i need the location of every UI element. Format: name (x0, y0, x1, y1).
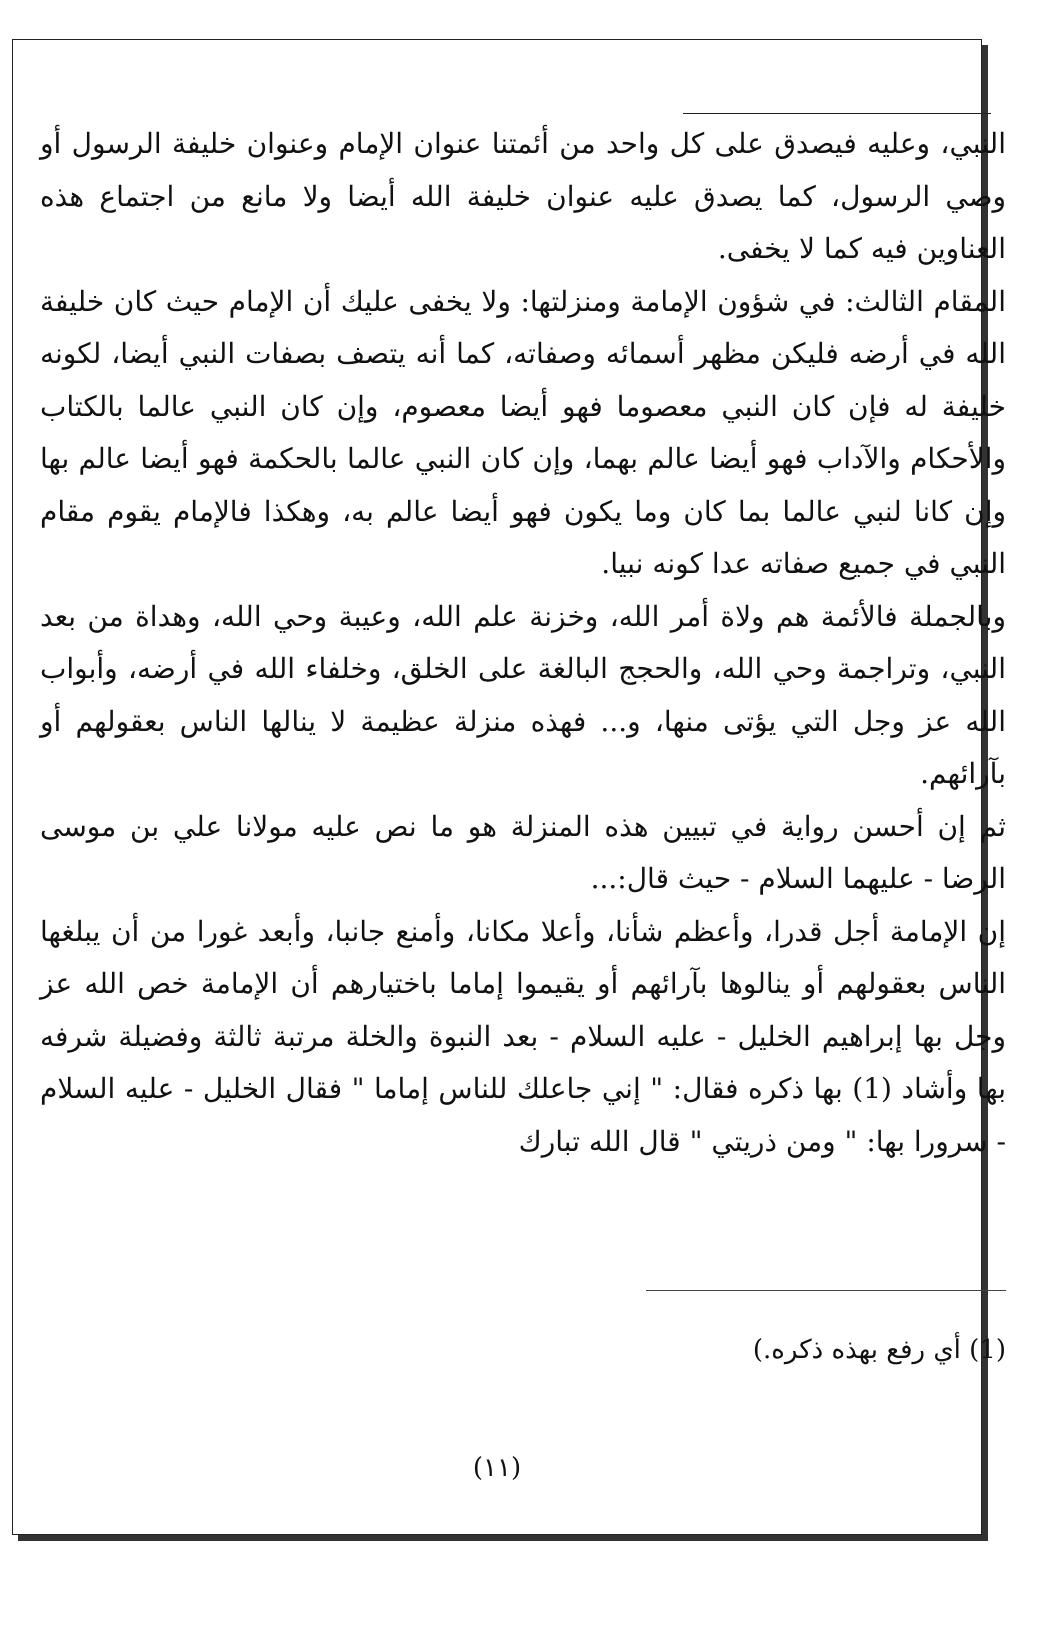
page-number: (١١) (472, 1453, 522, 1483)
top-divider (683, 113, 991, 114)
footnote-divider (646, 1290, 1006, 1291)
paragraph-1: النبي، وعليه فيصدق على كل واحد من أئمتنا عنوان الإمام وعنوان خليفة الرسول أو وصي الرسول، كما يصدق عليه عنوان خليفة الله أيضا ولا مانع من اجتماع هذه العناوين فيه كما لا يخفى. (40, 127, 1006, 265)
main-text (40, 118, 1006, 1168)
paragraph-5: إن الإمامة أجل قدرا، وأعظم شأنا، وأعلا مكانا، وأمنع جانبا، وأبعد غورا من أن يبلغها الناس بعقولهم أو ينالوها بآرائهم أو يقيموا إماما باختيارهم أن الإمامة خص الله عز وجل بها إبراهيم الخليل - عليه السلام - بعد النبوة والخلة مرتبة ثالثة وفضيلة شرفه بها وأشاد (1) بها ذكره فقال: " إني جاعلك للناس إماما " فقال الخليل - عليه السلام - سرورا بها: " ومن ذريتي " قال الله تبارك (40, 914, 1006, 1158)
paragraph-3: وبالجملة فالأئمة هم ولاة أمر الله، وخزنة علم الله، وعيبة وحي الله، وهداة من بعد النبي، وتراجمة وحي الله، والحجج البالغة على الخلق، وخلفاء الله في أرضه، وأبواب الله عز وجل التي يؤتى منها، و... فهذه منزلة عظيمة لا ينالها الناس بعقولهم أو بآرائهم. (40, 599, 1006, 790)
paragraph-2: المقام الثالث: في شؤون الإمامة ومنزلتها: ولا يخفى عليك أن الإمام حيث كان خليفة الله في أرضه فليكن مظهر أسمائه وصفاته، كما أنه يتصف بصفات النبي أيضا، لكونه خليفة له فإن كان النبي معصوما فهو أيضا معصوم، وإن كان النبي عالما بالكتاب والأحكام والآداب فهو أيضا عالم بهما، وإن كان النبي عالما بالحكمة فهو أيضا عالم بها وإن كانا لنبي عالما بما كان وما يكون فهو أيضا عالم به، وهكذا فالإمام يقوم مقام النبي في جميع صفاته عدا كونه نبيا. (40, 284, 1006, 580)
paragraph-4: ثم إن أحسن رواية في تبيين هذه المنزلة هو ما نص عليه مولانا علي بن موسى الرضا - عليهما السلام - حيث قال:... (40, 809, 1006, 895)
footnote: (1) أي رفع بهذه ذكره.) (752, 1335, 1006, 1365)
